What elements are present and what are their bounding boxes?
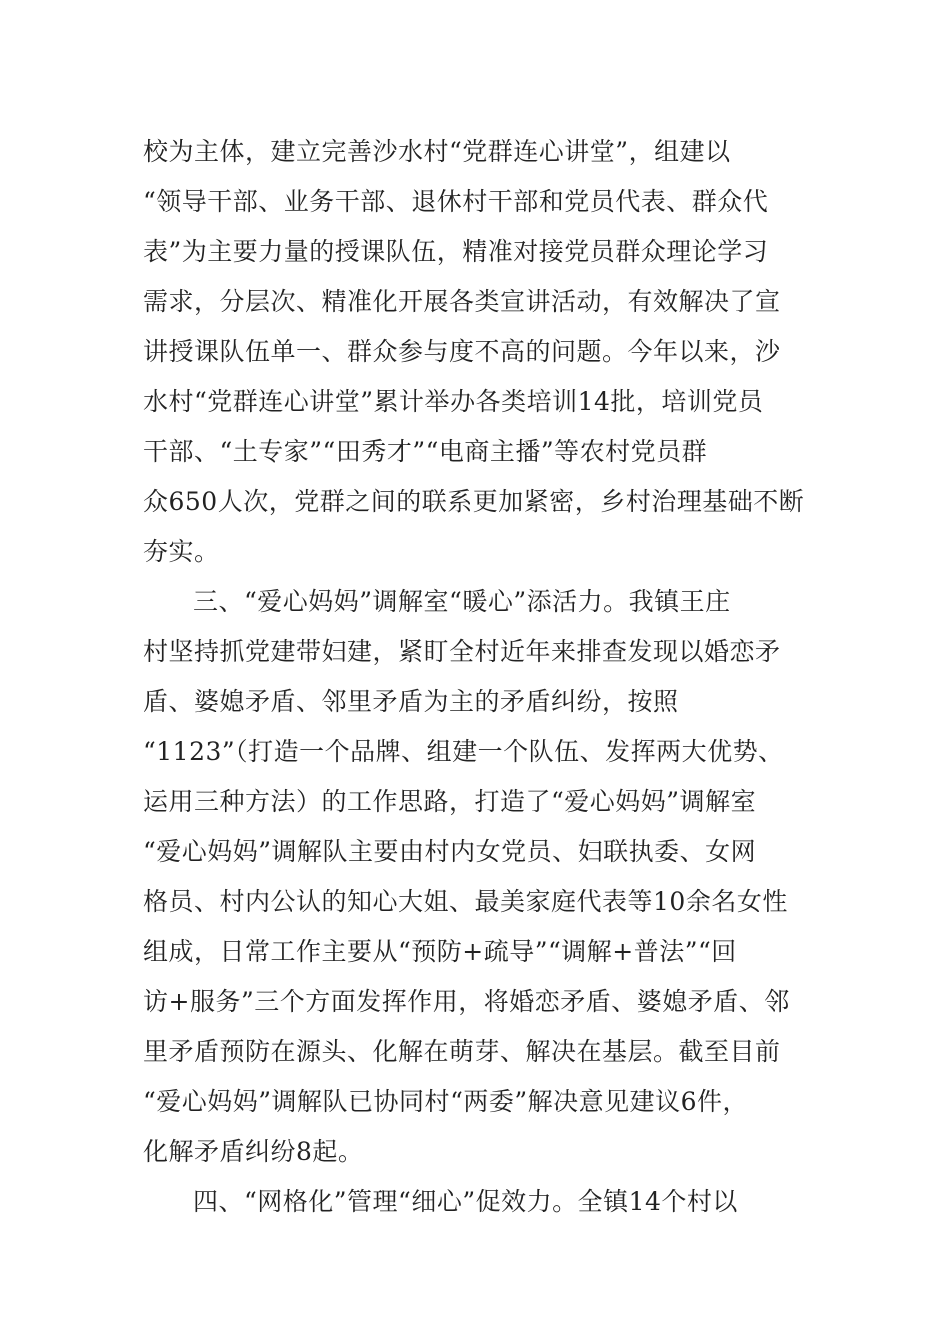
section-heading-line: 三、“爱心妈妈”调解室“暖心”添活力。我镇王庄 <box>193 587 731 616</box>
text-line: 表”为主要力量的授课队伍，精准对接党员群众理论学习 <box>143 237 769 266</box>
text-line: 里矛盾预防在源头、化解在萌芽、解决在基层。截至目前 <box>143 1037 781 1066</box>
text-line: “爱心妈妈”调解队主要由村内女党员、妇联执委、女网 <box>143 837 757 866</box>
text-line: 校为主体，建立完善沙水村“党群连心讲堂”，组建以 <box>143 137 731 166</box>
text-line: 水村“党群连心讲堂”累计举办各类培训14批，培训党员 <box>143 387 764 416</box>
text-line: 盾、婆媳矛盾、邻里矛盾为主的矛盾纠纷，按照 <box>143 687 679 716</box>
text-line: 需求，分层次、精准化开展各类宣讲活动，有效解决了宣 <box>143 287 781 316</box>
text-line: 运用三种方法）的工作思路，打造了“爱心妈妈”调解室 <box>143 787 757 816</box>
text-line: 格员、村内公认的知心大姐、最美家庭代表等10余名女性 <box>143 887 788 916</box>
text-line: “1123”（打造一个品牌、组建一个队伍、发挥两大优势、 <box>143 737 784 766</box>
section-heading-line: 四、“网格化”管理“细心”促效力。全镇14个村以 <box>193 1187 738 1216</box>
text-line: “爱心妈妈”调解队已协同村“两委”解决意见建议6件， <box>143 1087 749 1116</box>
text-line: 众650人次，党群之间的联系更加紧密，乡村治理基础不断 <box>143 487 805 516</box>
text-line: “领导干部、业务干部、退休村干部和党员代表、群众代 <box>143 187 769 216</box>
text-line: 化解矛盾纠纷8起。 <box>143 1137 364 1166</box>
text-line: 组成，日常工作主要从“预防+疏导”“调解+普法”“回 <box>143 937 737 966</box>
text-line: 夯实。 <box>143 537 220 566</box>
text-line: 村坚持抓党建带妇建，紧盯全村近年来排查发现以婚恋矛 <box>143 637 781 666</box>
text-line: 讲授课队伍单一、群众参与度不高的问题。今年以来，沙 <box>143 337 781 366</box>
text-line: 干部、“土专家”“田秀才”“电商主播”等农村党员群 <box>143 437 708 466</box>
text-line: 访+服务”三个方面发挥作用，将婚恋矛盾、婆媳矛盾、邻 <box>143 987 790 1016</box>
